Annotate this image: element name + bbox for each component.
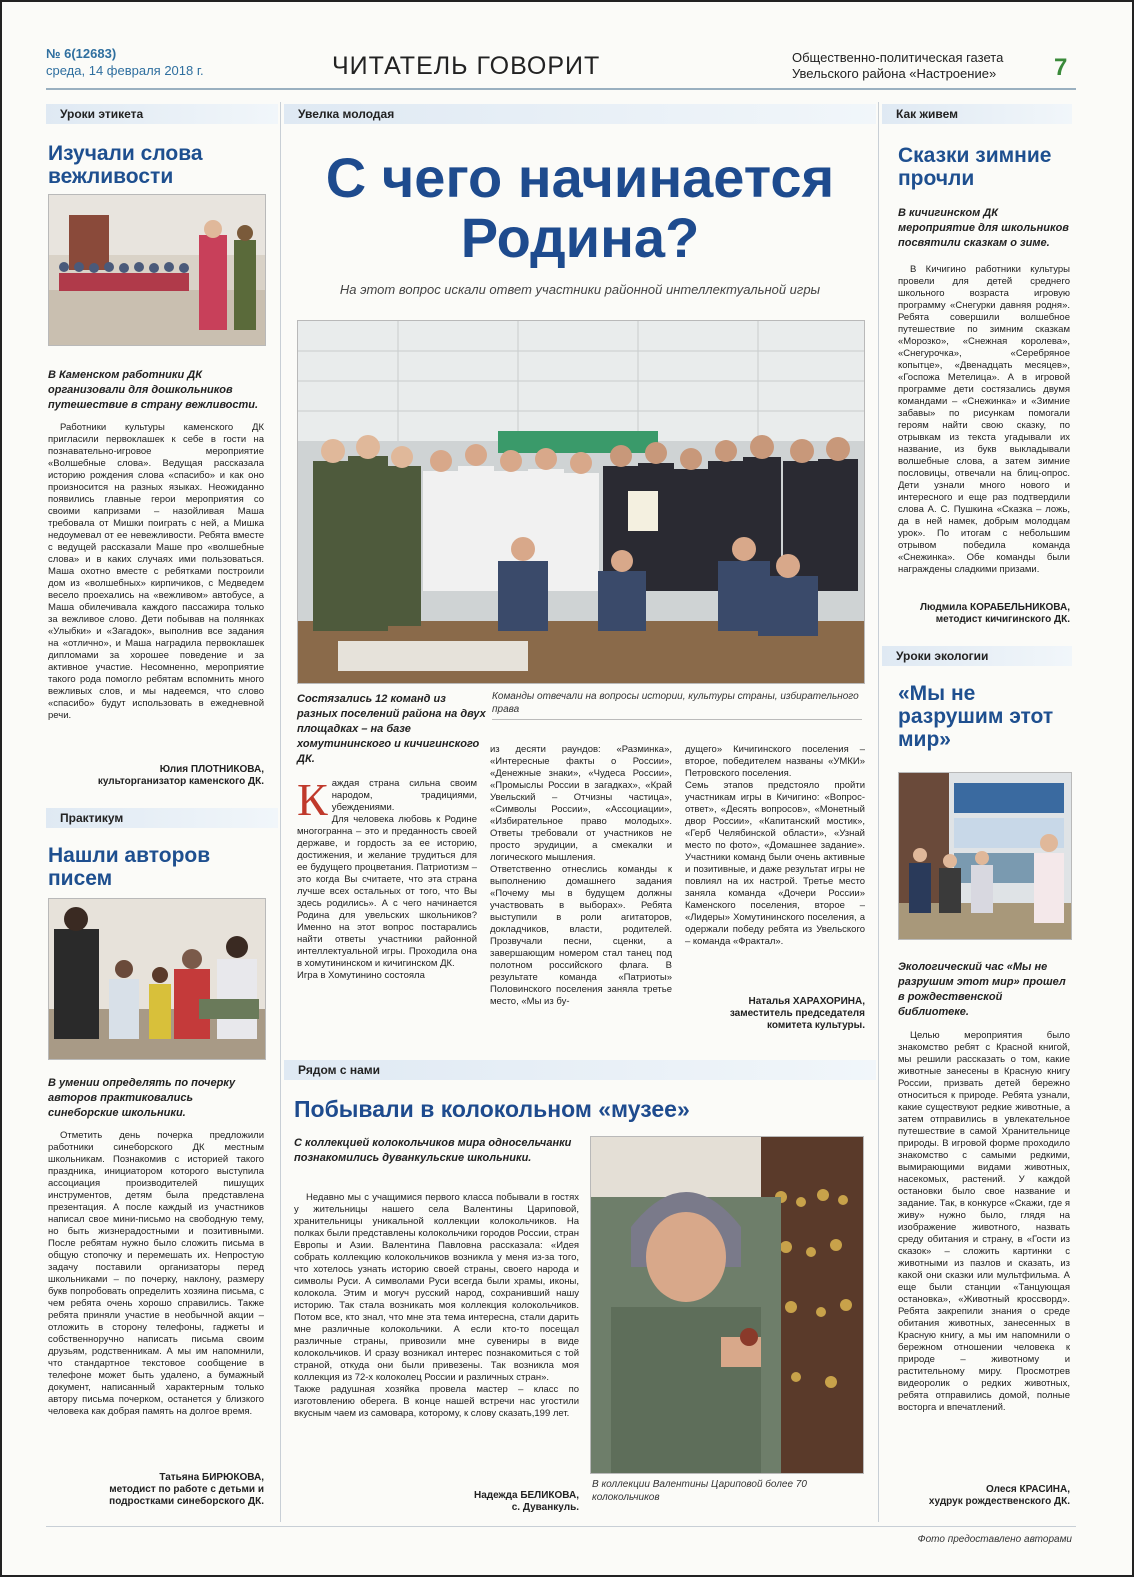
signature-world — [882, 1484, 1070, 1508]
lead-teams: Состязались 12 команд из разных поселений района на двух площадках – на базе хомутининского и кичигинского ДК. — [297, 693, 486, 765]
article-title-politeness: Изучали слова вежливости — [48, 142, 203, 188]
body-tales: В Кичигино работники культуры провели для детей среднего школьного возраста игровую программу «Снегурки давняя родня». Ребята совершили волшебное путешествие по зимним сказкам «Морозко», «Снежная королева», «Снегурочка», «Серебряное копытце», «Двенадцать месяцев», «Госпожа Метелица». А в игровой программе дети состязались двумя командами – «Снежинка» и «Зимние забавы» по рисункам помогали героям найти свою сказку, по отрывкам из текста угадывали их название, из букв выкладывали волшебные слова, а затем зимние пословицы, отвечали на блиц-опрос. Дети узнали много нового и интересного и еще раз подтвердили слова А. С. Пушкина «Сказка – ложь, да в ней намек, добрым молодцам урок». По итогам с небольшим отрывом победила команда «Снежинка». Обе команды были награждены сладкими призами. — [898, 264, 1070, 575]
signature-name: Олеся КРАСИНА, — [986, 1484, 1070, 1495]
article-title-world: «Мы не разрушим этот мир» — [898, 682, 1054, 751]
photo-children-hall — [49, 195, 265, 345]
header-divider — [46, 88, 1076, 90]
paper-name-line1: Общественно-политическая газета — [792, 50, 1004, 65]
photo-children-room — [49, 899, 265, 1059]
body-teams-col1 — [297, 778, 477, 1034]
footer-divider — [46, 1526, 1076, 1527]
signature-name: Юлия ПЛОТНИКОВА, — [159, 764, 264, 775]
lead-world: Экологический час «Мы не разрушим этот мир» прошел в рождественской библиотеке. — [898, 961, 1066, 1018]
signature-role: с. Дуванкуль. — [511, 1502, 579, 1513]
signature-name: Надежда БЕЛИКОВА, — [473, 1490, 579, 1501]
photo-letters — [48, 898, 266, 1060]
signature-role: культорганизатор каменского ДК. — [97, 776, 264, 787]
dropcap-letter: К — [297, 778, 328, 825]
lead-bells: С коллекцией колокольчиков мира односельчанки познакомились дуванкульские школьники. — [294, 1137, 572, 1164]
signature-tales — [882, 602, 1070, 626]
signature-bells — [294, 1490, 579, 1514]
signature-name: Наталья ХАРАХОРИНА, — [748, 996, 865, 1007]
main-article-subtitle: На этот вопрос искали ответ участники районной интеллектуальной игры — [339, 282, 821, 297]
rubric-practicum: Практикум — [46, 808, 278, 828]
section-title: ЧИТАТЕЛЬ ГОВОРИТ — [332, 52, 601, 80]
lead-letters: В умении определять по почерку авторов практиковались синеборские школьники. — [48, 1077, 236, 1119]
photo-group-teams — [298, 321, 864, 683]
body-bells: Недавно мы с учащимися первого класса побывали в гостях у жительницы нашего села Валентины Цариповой, хранительницы уникальной коллекции колокольчиков. На полках были представлены колокольчики городов России, стран Европы и Азии. Валентина Павловна рассказала: «Идея собрать коллекцию колокольчиков возникла у меня из-за того, что хотелось узнать историю своей страны, своего народа и символы Руси. А символами Руси всегда были храмы, иконы, колокола. Этим и могуч русский народ, сохранивший нашу историю. Так стала возникать моя коллекция колокольчиков. Потом все, кто знал, что мне эта тема интересна, стали дарить мне различные колокольчики. А если кто-то посещал различные страны, привозили мне сувениры в виде колокольчиков. И сразу возникал интерес познакомиться с той страной, откуда они были привезены. Так возникла моя коллекция из 72-х колоколец России и различных стран». Также радушная хозяйка провела мастер – класс по изготовлению оберега. В конце нашей встречи нас угостили вкусным чаем из самовара, которому, к слову сказать,199 лет. — [294, 1192, 579, 1419]
rubric-etiquette: Уроки этикета — [46, 104, 278, 124]
column-rule-right — [878, 102, 879, 1522]
body-teams-col3: дущего» Кичигинского поселения – второе, победителем названы «УМКИ» Петровского поселения. Семь этапов предстояло пройти участникам игры в Кичигино: «Вопрос-ответ», «Десять вопросов», «Монетный двор России», «Капитанский мостик», «Герб Челябинской области», «Узнай место по фото», «Домашнее задание». Участники команд были очень активные и позитивные, и даже результат игры не повлиял на их настрой. Третье место заняла команда «Дочери России» Каменского поселения, второе – «Лидеры» Хомутининского поселения, а одержали победу ребята из Увельского – команда «Фрактал». — [685, 744, 865, 947]
signature-name: Татьяна БИРЮКОВА, — [159, 1472, 264, 1483]
body-teams-col2: из десяти раундов: «Разминка», «Интересные факты о России», «Денежные знаки», «Чудеса России», «Промыслы России в загадках», «Край Увельский – Отчизны частица», «Символы России», «Ассоциации», «Избирательное право молодых». Ответы требовали от участников не просто эрудиции, а смекалки и логического мышления. Ответственно отнеслись команды к выполнению домашнего задания «Почему мы в будущем должны участвовать в выборах». Ребята выступили в роли агитаторов, докладчиков, власти, родителей. Прозвучали песни, сценки, а завершающим номером стал танец под полотном российского флага. В результате команда «Патриоты» Половинского поселения заняла третье место, «Мы из бу- — [490, 744, 672, 1007]
signature-name: Людмила КОРАБЕЛЬНИКОВА, — [920, 602, 1070, 613]
photo-library-children — [899, 773, 1071, 939]
column-rule-left — [280, 102, 281, 1522]
main-article-title: С чего начинается Родина? — [325, 146, 835, 269]
article-title-letters: Нашли авторов писем — [48, 844, 211, 890]
lead-tales: В кичигинском ДК мероприятие для школьников посвятили сказкам о зиме. — [898, 207, 1069, 249]
photo-caption-teams: Команды отвечали на вопросы истории, культуры страны, избирательного права — [492, 690, 862, 720]
photo-teams — [297, 320, 865, 684]
photo-library — [898, 772, 1072, 940]
photo-politeness — [48, 194, 266, 346]
footer-photo-credit: Фото предоставлено авторами — [917, 1534, 1072, 1545]
photo-caption-bells: В коллекции Валентины Цариповой более 70 колокольчиков — [592, 1479, 807, 1503]
paper-name-line2: Увельского района «Настроение» — [792, 66, 997, 81]
body-politeness: Работники культуры каменского ДК пригласили первоклашек к себе в гости на познавательно-игровое мероприятие «Волшебные слова». Ведущая рассказала историю рождения слова «спасибо» и как оно произносится на разных языках. Неожиданно появились главные герои мероприятия со своими капризами – назойливая Маша требовала от Мишки поиграть с ней, а Мишка недоумевал от ее невежливости. Ребята вместе с ведущей рассказали Маше про «волшебные слова» и в каких случаях ими пользоваться. Маша охотно вместе с ребятками построили дом из «волшебных» кирпичиков, с Медведем весело проехались на «вежливом» автобусе, а Маша обилечивала каждого пассажира только за вежливое слово. Дети побывав на полянках «Улыбки» и «Загадок», выполнив все задания на «отлично», и Маша наградила первоклашек дипломами за хорошее поведение и за активное участие. Несомненно, мероприятие такого рода помогло ребятам вспомнить много вежливых слов, и мы надеемся, что слово «спасибо» будут использовать в ежедневной речи. — [48, 422, 264, 721]
rubric-youth: Увелка молодая — [284, 104, 876, 124]
lead-politeness: В Каменском работники ДК организовали для дошкольников путешествие в страну вежливости. — [48, 369, 259, 411]
article-title-bells: Побывали в колокольном «музее» — [294, 1096, 690, 1122]
issue-number: № 6(12683) — [46, 46, 117, 61]
signature-role: методист по работе с детьми и подростками синеборского ДК. — [109, 1484, 264, 1507]
article-title-tales: Сказки зимние прочли — [898, 144, 1052, 190]
signature-teams — [685, 996, 865, 1032]
signature-role: заместитель председателя комитета культуры. — [729, 1008, 865, 1031]
signature-letters — [48, 1472, 264, 1508]
rubric-how-we-live: Как живем — [882, 104, 1072, 124]
signature-role: методист кичигинского ДК. — [935, 614, 1070, 625]
rubric-nearby: Рядом с нами — [284, 1060, 876, 1080]
photo-bells — [590, 1136, 864, 1474]
rubric-ecology: Уроки экологии — [882, 646, 1072, 666]
signature-politeness — [48, 764, 264, 788]
photo-bell-collection — [591, 1137, 863, 1473]
body-teams-col1-text: аждая страна сильна своим народом, традициями, убеждениями. Для человека любовь к Родине многогранна – это и преданность своей державе, и гордость за ее историю, достижения, и желание трудиться для ее будущего процветания. Патриотизм – это когда Вы считаете, что эта страна лучше всех остальных от того, что Вы здесь родились». А с чего начинается Родина для увельских школьников? Именно на этот вопрос постарались найти ответы участники районной интеллектуальной игры. Проходила она в хомутининском и кичигинском ДК. Игра в Хомутинино состояла — [297, 778, 477, 981]
body-letters: Отметить день почерка предложили работники синеборского ДК местным школьникам. Познакомив с историей такого праздника, инициатором которого выступила ассоциация производителей пишущих инструментов, детям была представлена презентация. А после каждый из участников написал свое мини-письмо на свободную тему, но быть жизнерадостными и позитивными. После ребятам нужно было сложить письма в общую стопочку и перемешать их. Непростую задачу поставили организаторы перед школьниками – по почерку, наклону, размеру букв попробовать определить хозяина письма, с чем ребята очень хорошо справились. Также ребята приняли участие в необычной акции – отложить в сторону телефоны, гаджеты и собственноручно написать письма своим друзьям, родственникам. А мы им напомнили, что стандартное текстовое сообщение в телефоне может быть удалено, а бумажный документ, написанный характерным только автору письма почерком, останется у близкого человека как добрая память на долгое время. — [48, 1130, 264, 1417]
page-number: 7 — [1054, 54, 1068, 81]
paper-name — [792, 50, 1003, 82]
issue-date: среда, 14 февраля 2018 г. — [46, 63, 204, 78]
body-world: Целью мероприятия было знакомство ребят с Красной книгой, мы решили рассказать о том, какие животные занесены в Красную книгу России, призвать детей бережно относиться к природе. Ребята узнали, какие существуют редкие животные, а затем отправились в увлекательное путешествие в самой Хранительнице природы. В игровой форме проходило знакомство с самыми редкими, вымирающими видами животных, насекомых, растений. У каждой остановки было свое название и задание. Так, в конкурсе «Скажи, где я живу» нужно было, глядя на изображение животного, назвать среду обитания и страну, в «Гости из сказок» – сложить картинки с животными из пазлов и сказать, из какой они сказки или мультфильма. А еще были станции «Танцующая остановка», «Животный кроссворд». Ребята закрепили знания о среде обитания животных, занесенных в Красную книгу, а мы им напомнили о бережном отношении человека к природе – животному и растительному миру. Просмотрев видеоролик о редких животных, ребята отправились домой, полные восторга и впечатлений. — [898, 1030, 1070, 1413]
signature-role: худрук рождественского ДК. — [928, 1496, 1070, 1507]
